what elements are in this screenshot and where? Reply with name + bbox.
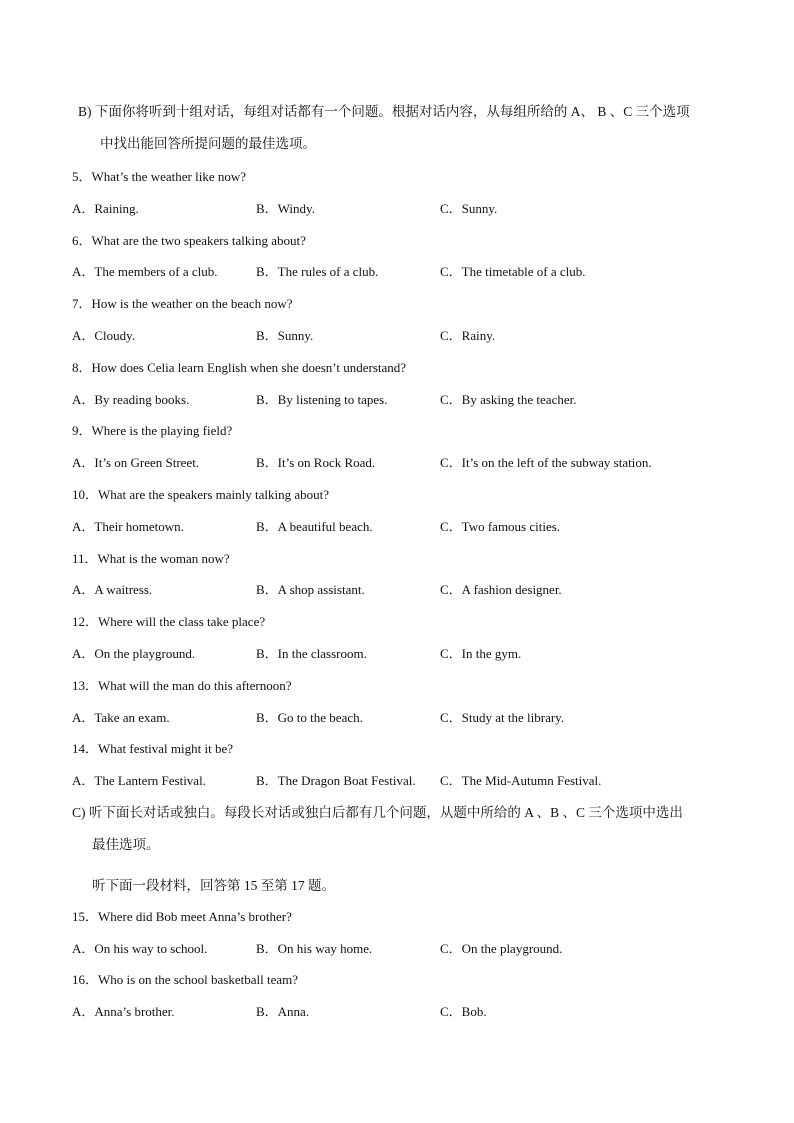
option-a[interactable]: A．By reading books. <box>72 392 190 407</box>
options-14 <box>72 770 752 790</box>
option-a[interactable]: A．The members of a club. <box>72 264 218 279</box>
options-8 <box>72 389 752 409</box>
option-a[interactable]: A．On the playground. <box>72 646 196 661</box>
option-b[interactable]: B．The rules of a club. <box>256 264 379 279</box>
question-10: 10．What are the speakers mainly talking about? <box>72 487 330 502</box>
option-b[interactable]: B．Go to the beach. <box>256 710 363 725</box>
option-a[interactable]: A．Cloudy. <box>72 328 136 343</box>
option-a[interactable]: A．On his way to school. <box>72 941 208 956</box>
option-b[interactable]: B．The Dragon Boat Festival. <box>256 773 416 788</box>
question-5: 5．What’s the weather like now? <box>72 169 246 184</box>
question-7: 7．How is the weather on the beach now? <box>72 296 293 311</box>
option-c[interactable]: C．A fashion designer. <box>440 582 562 597</box>
section-b-instructions <box>78 96 738 160</box>
question-16: 16．Who is on the school basketball team? <box>72 972 299 987</box>
options-6 <box>72 261 752 281</box>
option-c[interactable]: C．In the gym. <box>440 646 522 661</box>
option-b[interactable]: B．Sunny. <box>256 328 314 343</box>
option-a[interactable]: A．Take an exam. <box>72 710 170 725</box>
section-c-line1: C) 听下面长对话或独白。每段长对话或独白后都有几个问题，从题中所给的 A 、B 、C 三个选项中选出 <box>72 805 683 820</box>
question-13: 13．What will the man do this afternoon? <box>72 678 292 693</box>
option-b[interactable]: B．Anna. <box>256 1004 310 1019</box>
section-b-line2: 中找出能回答所提问题的最佳选项。 <box>100 136 316 151</box>
sub-instructions: 听下面一段材料，回答第 15 至第 17 题。 <box>92 878 335 893</box>
option-a[interactable]: A．The Lantern Festival. <box>72 773 206 788</box>
options-16 <box>72 1001 752 1021</box>
question-9: 9．Where is the playing field? <box>72 423 233 438</box>
question-6: 6．What are the two speakers talking about? <box>72 233 306 248</box>
option-b[interactable]: B．A shop assistant. <box>256 582 365 597</box>
option-a[interactable]: A．It’s on Green Street. <box>72 455 200 470</box>
option-c[interactable]: C．Two famous cities. <box>440 519 561 534</box>
option-c[interactable]: C．By asking the teacher. <box>440 392 577 407</box>
question-11: 11．What is the woman now? <box>72 551 230 566</box>
question-14: 14．What festival might it be? <box>72 741 234 756</box>
option-b[interactable]: B．A beautiful beach. <box>256 519 373 534</box>
option-a[interactable]: A．Anna’s brother. <box>72 1004 175 1019</box>
options-12 <box>72 643 752 663</box>
question-8: 8．How does Celia learn English when she doesn’t understand? <box>72 360 407 375</box>
option-c[interactable]: C．Study at the library. <box>440 710 565 725</box>
options-5 <box>72 198 752 218</box>
option-b[interactable]: B．In the classroom. <box>256 646 367 661</box>
options-10 <box>72 516 752 536</box>
option-c[interactable]: C．The Mid-Autumn Festival. <box>440 773 602 788</box>
section-b-line1: B) 下面你将听到十组对话，每组对话都有一个问题。根据对话内容，从每组所给的 A、 B 、C 三个选项 <box>78 104 690 119</box>
section-c-line2: 最佳选项。 <box>92 837 160 852</box>
option-a[interactable]: A．A waitress. <box>72 582 153 597</box>
option-a[interactable]: A．Raining. <box>72 201 139 216</box>
question-15: 15．Where did Bob meet Anna’s brother? <box>72 909 292 924</box>
section-c-instructions <box>72 797 732 861</box>
option-b[interactable]: B．Windy. <box>256 201 315 216</box>
options-15 <box>72 938 752 958</box>
option-a[interactable]: A．Their hometown. <box>72 519 184 534</box>
options-9 <box>72 452 752 472</box>
option-c[interactable]: C．Sunny. <box>440 201 498 216</box>
options-13 <box>72 707 752 727</box>
option-b[interactable]: B．On his way home. <box>256 941 373 956</box>
option-c[interactable]: C．On the playground. <box>440 941 563 956</box>
option-b[interactable]: B．It’s on Rock Road. <box>256 455 376 470</box>
option-b[interactable]: B．By listening to tapes. <box>256 392 388 407</box>
option-c[interactable]: C．The timetable of a club. <box>440 264 586 279</box>
options-7 <box>72 325 752 345</box>
option-c[interactable]: C．It’s on the left of the subway station. <box>440 455 652 470</box>
option-c[interactable]: C．Bob. <box>440 1004 487 1019</box>
option-c[interactable]: C．Rainy. <box>440 328 496 343</box>
question-12: 12．Where will the class take place? <box>72 614 266 629</box>
options-11 <box>72 579 752 599</box>
